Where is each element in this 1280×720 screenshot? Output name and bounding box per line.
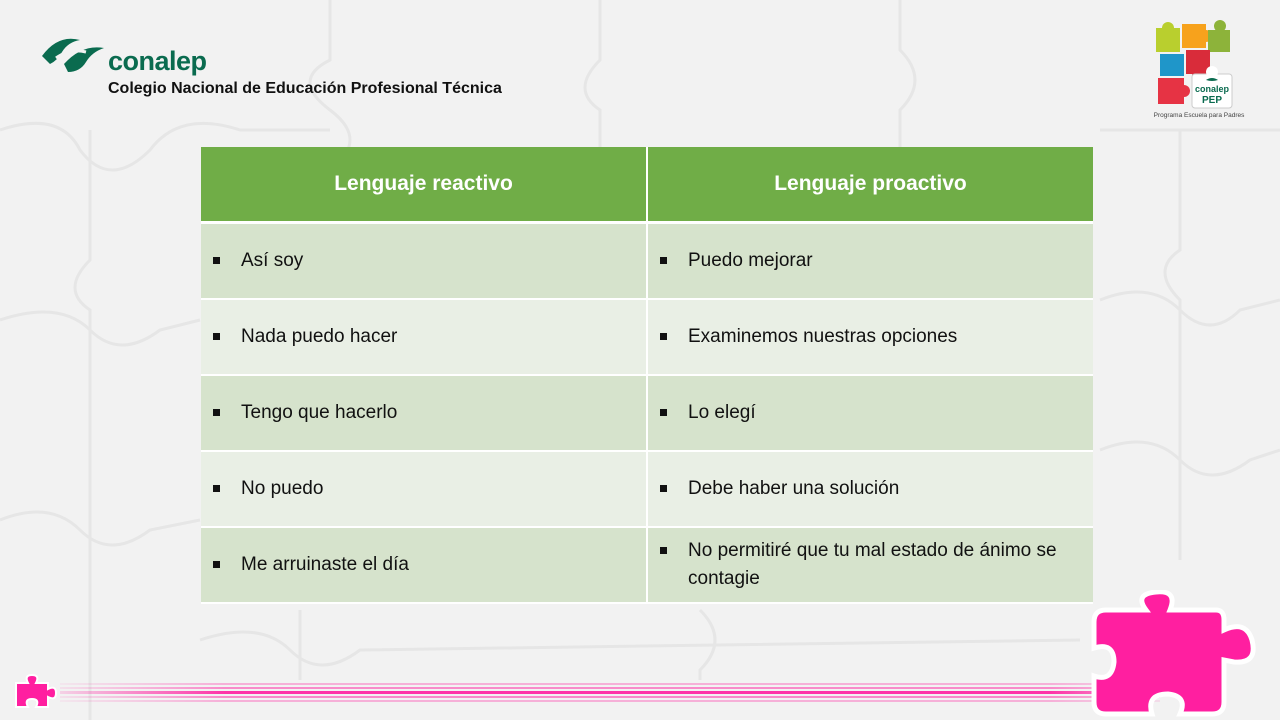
pink-stripe (60, 681, 1160, 707)
pep-badge-word: conalep (1194, 84, 1230, 94)
square-bullet-icon (213, 257, 220, 264)
cell-text: Debe haber una solución (688, 478, 900, 500)
table-row (201, 451, 1093, 527)
conalep-logo-icon (40, 34, 106, 74)
language-comparison-table (201, 147, 1093, 604)
table-row (201, 299, 1093, 375)
square-bullet-icon (660, 333, 667, 340)
puzzle-piece-icon (10, 673, 62, 713)
table-cell (201, 527, 647, 603)
cell-text: Puedo mejorar (688, 250, 813, 272)
square-bullet-icon (213, 561, 220, 568)
header-proactive: Lenguaje proactivo (647, 147, 1093, 223)
logo-subtitle: Colegio Nacional de Educación Profesional Técnica (108, 80, 502, 97)
cell-text: Me arruinaste el día (241, 554, 409, 576)
square-bullet-icon (213, 485, 220, 492)
table-cell (647, 451, 1093, 527)
header-reactive: Lenguaje reactivo (201, 147, 647, 223)
cell-text: No permitiré que tu mal estado de ánimo se contagie (688, 540, 1057, 589)
table-cell (201, 451, 647, 527)
table-row (201, 375, 1093, 451)
table-cell (647, 299, 1093, 375)
table-cell (647, 223, 1093, 300)
pep-badge-code: PEP (1201, 95, 1223, 106)
table-cell (201, 375, 647, 451)
table-row (201, 527, 1093, 603)
table-cell (201, 223, 647, 300)
table-row (201, 223, 1093, 300)
cell-text: No puedo (241, 478, 324, 500)
puzzle-piece-icon (1084, 590, 1260, 720)
logo-name: conalep (108, 46, 207, 76)
table-cell (647, 527, 1093, 603)
cell-text: Tengo que hacerlo (241, 402, 398, 424)
table-cell (201, 299, 647, 375)
square-bullet-icon (660, 547, 667, 554)
table-cell (647, 375, 1093, 451)
cell-text: Nada puedo hacer (241, 326, 398, 348)
table-header-row (201, 147, 1093, 223)
square-bullet-icon (660, 409, 667, 416)
square-bullet-icon (660, 485, 667, 492)
cell-text: Así soy (241, 250, 304, 272)
pep-caption: Programa Escuela para Padres (1153, 112, 1245, 119)
cell-text: Examinemos nuestras opciones (688, 326, 958, 348)
cell-text: Lo elegí (688, 402, 756, 424)
puzzle-pep-logo-icon (1148, 18, 1248, 122)
square-bullet-icon (213, 333, 220, 340)
square-bullet-icon (213, 409, 220, 416)
square-bullet-icon (660, 257, 667, 264)
